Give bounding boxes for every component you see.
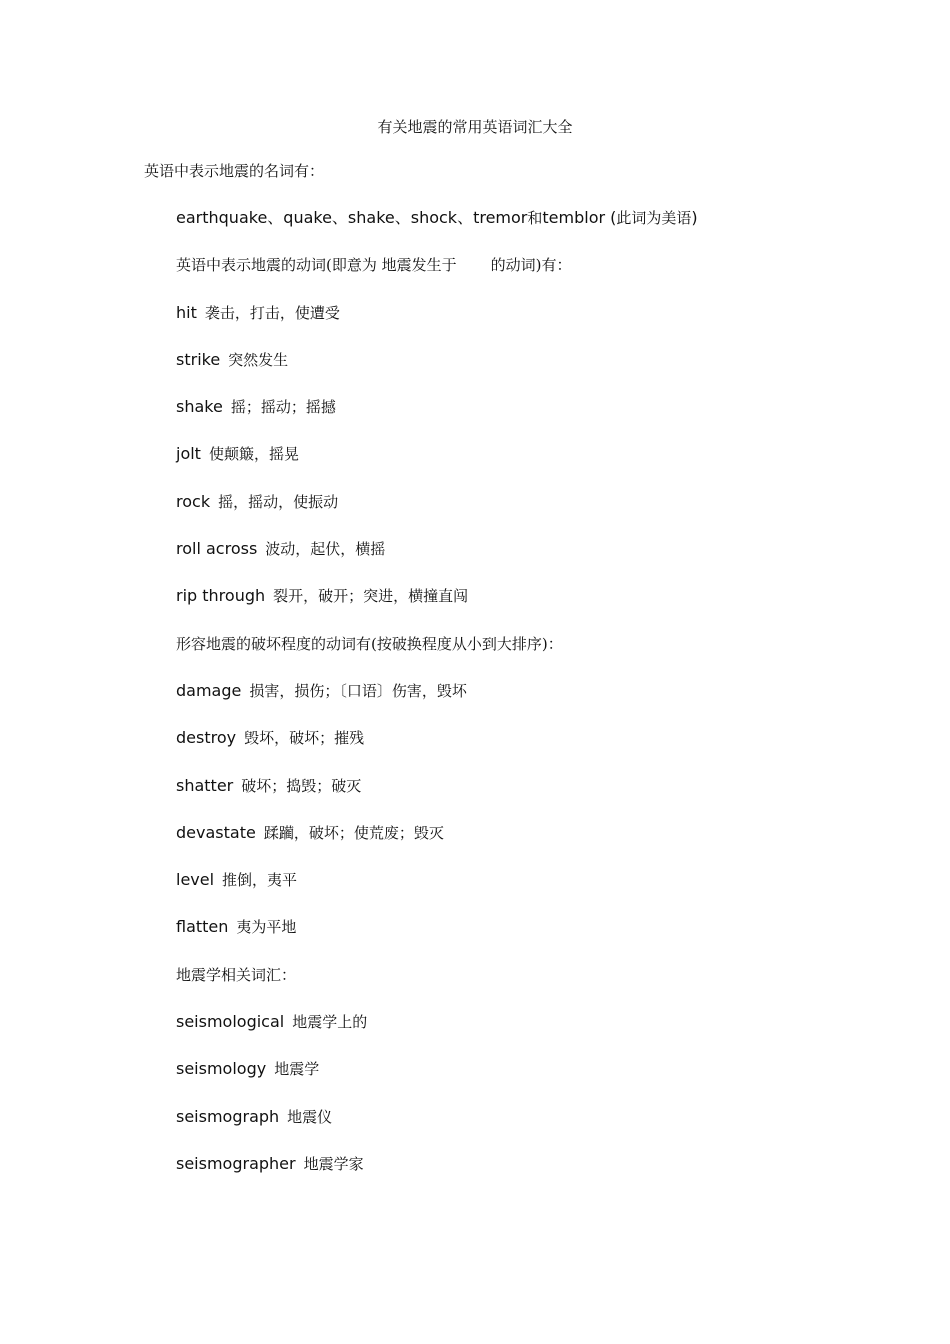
verb-entry (176, 585, 698, 632)
verb-entry (176, 538, 698, 585)
damage-entry (176, 869, 698, 916)
seismo-english: seismographer (176, 1153, 296, 1173)
verb-chinese: 摇，摇动，使振动 (218, 492, 339, 511)
noun-extra-word: temblor (542, 208, 606, 227)
verb-entry (176, 349, 698, 396)
seismo-chinese: 地震学 (274, 1060, 320, 1079)
damage-chinese: 夷为平地 (236, 918, 297, 937)
damage-english: damage (176, 680, 242, 700)
seismo-heading-text: 地震学相关词汇： (176, 965, 297, 984)
damage-chinese: 蹂躏，破坏；使荒废；毁灭 (263, 823, 444, 842)
verb-entry (176, 396, 698, 443)
seismo-chinese: 地震仪 (287, 1107, 333, 1126)
seismo-english: seismograph (176, 1106, 280, 1126)
seismo-entry (176, 1106, 698, 1153)
verb-english: jolt (176, 444, 201, 464)
intro-text: 英语中表示地震的名词有： (144, 162, 325, 180)
seismo-chinese: 地震学上的 (292, 1013, 368, 1032)
verbs-heading-part1: 英语中表示地震的动词(即意为 地震发生于 (176, 256, 457, 275)
damage-entry (176, 775, 698, 822)
verb-english: roll across (176, 539, 258, 559)
noun-note: 此词为美语 (616, 209, 692, 227)
verb-english: shake (176, 397, 223, 417)
paren-close: ) (691, 208, 698, 227)
verbs-heading-part2: 的动词)有： (490, 256, 572, 275)
verb-chinese: 使颠簸，摇晃 (208, 445, 299, 464)
paren-open: ( (610, 208, 617, 227)
seismo-english: seismological (176, 1012, 285, 1032)
damage-english: flatten (176, 917, 229, 937)
document-title: 有关地震的常用英语词汇大全 (377, 118, 573, 136)
damage-heading (176, 633, 698, 680)
vocabulary-list (176, 207, 698, 1200)
verbs-heading (176, 254, 698, 301)
damage-entry (176, 680, 698, 727)
verb-entry (176, 302, 698, 349)
seismo-entry (176, 1058, 698, 1105)
seismo-entry (176, 1153, 698, 1200)
damage-entry (176, 916, 698, 963)
verb-english: strike (176, 349, 221, 369)
damage-chinese: 损害，损伤；〔口语〕伤害，毁坏 (249, 681, 467, 700)
damage-chinese: 推倒，夷平 (222, 871, 298, 890)
damage-entry (176, 822, 698, 869)
damage-chinese: 破坏；捣毁；破灭 (241, 776, 362, 795)
verb-chinese: 波动，起伏，横摇 (265, 540, 386, 559)
damage-english: shatter (176, 775, 234, 795)
verb-entry (176, 443, 698, 490)
damage-english: level (176, 870, 215, 890)
damage-heading-text: 形容地震的破坏程度的动词有(按破换程度从小到大排序)： (176, 634, 563, 653)
nouns-line (176, 207, 698, 254)
verb-chinese: 裂开，破开；突进，横撞直闯 (273, 587, 469, 606)
verb-chinese: 突然发生 (228, 350, 289, 369)
damage-english: destroy (176, 728, 237, 748)
verb-english: rock (176, 491, 211, 511)
verb-chinese: 袭击，打击，使遭受 (204, 303, 340, 322)
verb-english: hit (176, 302, 197, 322)
verb-chinese: 摇；摇动；摇撼 (230, 398, 336, 417)
damage-entry (176, 727, 698, 774)
damage-english: devastate (176, 822, 256, 842)
seismo-english: seismology (176, 1059, 267, 1079)
noun-conjunction: 和 (527, 209, 543, 227)
seismo-heading (176, 964, 698, 1011)
seismo-entry (176, 1011, 698, 1058)
damage-chinese: 毁坏，破坏；摧残 (244, 729, 365, 748)
verb-english: rip through (176, 586, 266, 606)
verb-entry (176, 491, 698, 538)
seismo-chinese: 地震学家 (303, 1154, 364, 1173)
noun-words: earthquake、quake、shake、shock、tremor (176, 208, 528, 227)
